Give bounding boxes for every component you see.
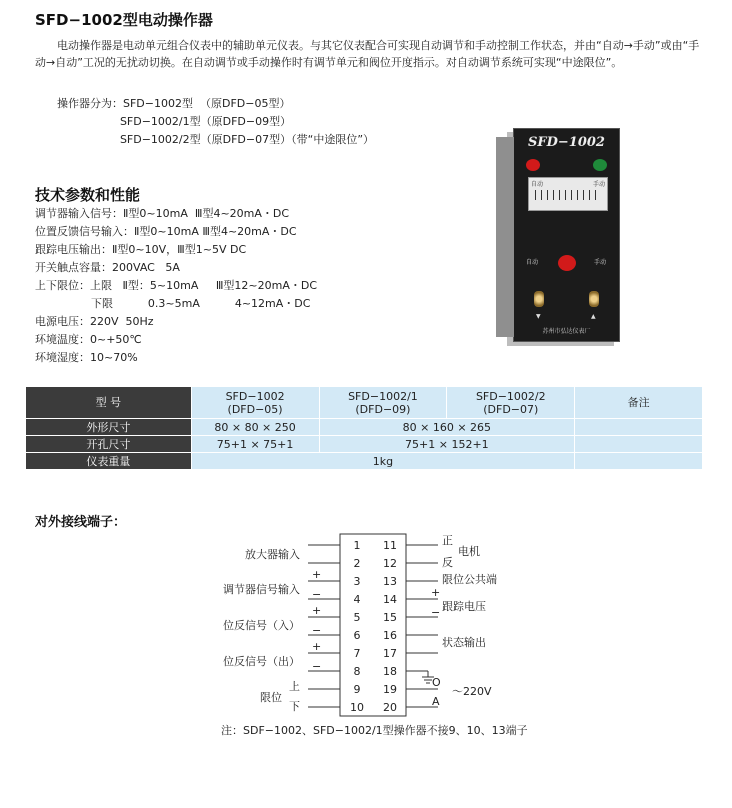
- header-sfd1002-2: SFD−1002/2 (DFD−07): [447, 387, 575, 419]
- label-position-in: 位反信号（入）: [223, 619, 300, 632]
- label-lower: 下: [289, 700, 300, 713]
- device-brand: SFD−1002: [528, 135, 605, 150]
- label-motor: 电机: [458, 545, 480, 558]
- label-limit-common: 限位公共端: [442, 573, 497, 586]
- terminal-number: 14: [383, 593, 397, 606]
- terminal-number: 1: [353, 539, 361, 552]
- down-arrow-icon: ▼: [536, 313, 541, 320]
- classification-line: 操作器分为：SFD−1002型 （原DFD−05型）: [57, 97, 291, 110]
- spec-line: 环境温度：0~+50℃: [35, 333, 142, 346]
- manual-label: 手动: [594, 259, 607, 266]
- table-row: [26, 419, 703, 436]
- terminal-number: 8: [353, 665, 361, 678]
- minus-sign: −: [431, 606, 441, 619]
- knob-right-icon: [589, 291, 599, 307]
- green-lamp-icon: [593, 159, 607, 171]
- label-o: O: [432, 676, 441, 689]
- label-a: A: [432, 695, 440, 708]
- terminal-number: 12: [383, 557, 397, 570]
- spec-line: 位置反馈信号输入：Ⅱ型0~10mA Ⅲ型4~20mA・DC: [35, 225, 297, 238]
- row-label: 仪表重量: [26, 453, 192, 470]
- spec-line: 开关触点容量：200VAC 5A: [35, 261, 180, 274]
- terminal-number: 3: [353, 575, 361, 588]
- terminal-number: 20: [383, 701, 397, 714]
- label-status-output: 状态输出: [442, 636, 486, 649]
- table-row: [26, 436, 703, 453]
- spec-line: 环境湿度：10~70%: [35, 351, 138, 364]
- classification-line: SFD−1002/1型（原DFD−09型）: [57, 115, 292, 128]
- label-amp-input: 放大器输入: [245, 548, 300, 561]
- terminal-number: 11: [383, 539, 397, 552]
- spec-line: 电源电压：220V 50Hz: [35, 315, 154, 328]
- label-reverse: 反: [442, 556, 453, 569]
- terminal-number: 13: [383, 575, 397, 588]
- label-upper: 上: [289, 680, 300, 693]
- header-remark: 备注: [575, 387, 703, 419]
- terminal-number: 15: [383, 611, 397, 624]
- header-model: 型 号: [26, 387, 192, 419]
- device-side: [496, 137, 514, 337]
- label-regulator-input: 调节器信号输入: [223, 583, 300, 596]
- up-arrow-icon: ▲: [591, 313, 596, 320]
- device-maker: 苏州市弘达仪表厂: [542, 328, 591, 335]
- minus-sign: −: [312, 588, 322, 601]
- label-ac220v: ～220V: [452, 685, 492, 698]
- product-title: SFD−1002型电动操作器: [35, 11, 213, 29]
- row-cell: 75+1 × 152+1: [319, 436, 575, 453]
- left-numbers: [350, 539, 364, 714]
- terminal-diagram: [0, 520, 732, 750]
- spec-line: 调节器输入信号：Ⅱ型0~10mA Ⅲ型4~20mA・DC: [35, 207, 290, 220]
- header-sfd1002-1: SFD−1002/1 (DFD−09): [319, 387, 447, 419]
- meter-dial: [528, 177, 608, 211]
- terminal-number: 19: [383, 683, 397, 696]
- specs-heading: 技术参数和性能: [35, 186, 141, 204]
- switch-button-icon: [558, 255, 576, 271]
- specs-list: [35, 205, 317, 367]
- row-label: 外形尺寸: [26, 419, 192, 436]
- knob-left-icon: [534, 291, 544, 307]
- row-cell: 80 × 160 × 265: [319, 419, 575, 436]
- device-photo: [513, 128, 620, 342]
- terminal-number: 4: [353, 593, 361, 606]
- header-sfd1002: SFD−1002 (DFD−05): [191, 387, 319, 419]
- label-track-voltage: 跟踪电压: [442, 600, 486, 613]
- label-forward: 正: [442, 534, 453, 547]
- spec-line: 下限 0.3~5mA 4~12mA・DC: [35, 297, 311, 310]
- spec-line: 上下限位：上限 Ⅱ型：5~10mA Ⅲ型12~20mA・DC: [35, 279, 318, 292]
- meter-scale: [535, 190, 601, 200]
- minus-sign: −: [312, 624, 322, 637]
- terminal-number: 9: [353, 683, 361, 696]
- row-cell-empty: [575, 453, 703, 470]
- minus-sign: −: [312, 660, 322, 673]
- plus-sign: +: [312, 604, 322, 617]
- terminal-number: 10: [350, 701, 364, 714]
- model-table: [25, 386, 703, 470]
- terminal-number: 2: [353, 557, 361, 570]
- terminal-number: 5: [353, 611, 361, 624]
- terminal-number: 7: [353, 647, 361, 660]
- product-intro: 电动操作器是电动单元组合仪表中的辅助单元仪表。与其它仪表配合可实现自动调节和手动控制工作状态，并由“自动→手动”或由“手动→自动”工况的无扰动切换。在自动调节或手动操作时有调节单元和阀位开度指示。对自动调节系统可实现“中途限位”。: [35, 39, 700, 69]
- terminal-number: 6: [353, 629, 361, 642]
- spec-line: 跟踪电压输出：Ⅱ型0~10V，Ⅲ型1~5V DC: [35, 243, 247, 256]
- plus-sign: +: [312, 568, 322, 581]
- meter-auto-label: 自动: [531, 181, 544, 188]
- label-limit: 限位: [260, 691, 282, 704]
- table-row: [26, 453, 703, 470]
- classification-list: [57, 95, 374, 149]
- row-cell-empty: [575, 419, 703, 436]
- auto-label: 自动: [526, 259, 539, 266]
- terminal-note: 注：SDF−1002、SFD−1002/1型操作器不接9、10、13端子: [221, 724, 528, 737]
- row-label: 开孔尺寸: [26, 436, 192, 453]
- red-lamp-icon: [526, 159, 540, 171]
- table-header-row: [26, 387, 703, 419]
- terminals-heading: 对外接线端子：: [35, 515, 127, 530]
- plus-sign: +: [312, 640, 322, 653]
- row-cell: 80 × 80 × 250: [191, 419, 319, 436]
- classification-line: SFD−1002/2型（原DFD−07型）（带“中途限位”）: [57, 133, 375, 146]
- terminal-number: 16: [383, 629, 397, 642]
- row-cell: 1kg: [191, 453, 575, 470]
- label-position-out: 位反信号（出）: [223, 655, 300, 668]
- row-cell-empty: [575, 436, 703, 453]
- meter-manual-label: 手动: [592, 181, 605, 188]
- terminal-number: 17: [383, 647, 397, 660]
- terminal-number: 18: [383, 665, 397, 678]
- right-numbers: [383, 539, 397, 714]
- row-cell: 75+1 × 75+1: [191, 436, 319, 453]
- plus-sign: +: [431, 586, 441, 599]
